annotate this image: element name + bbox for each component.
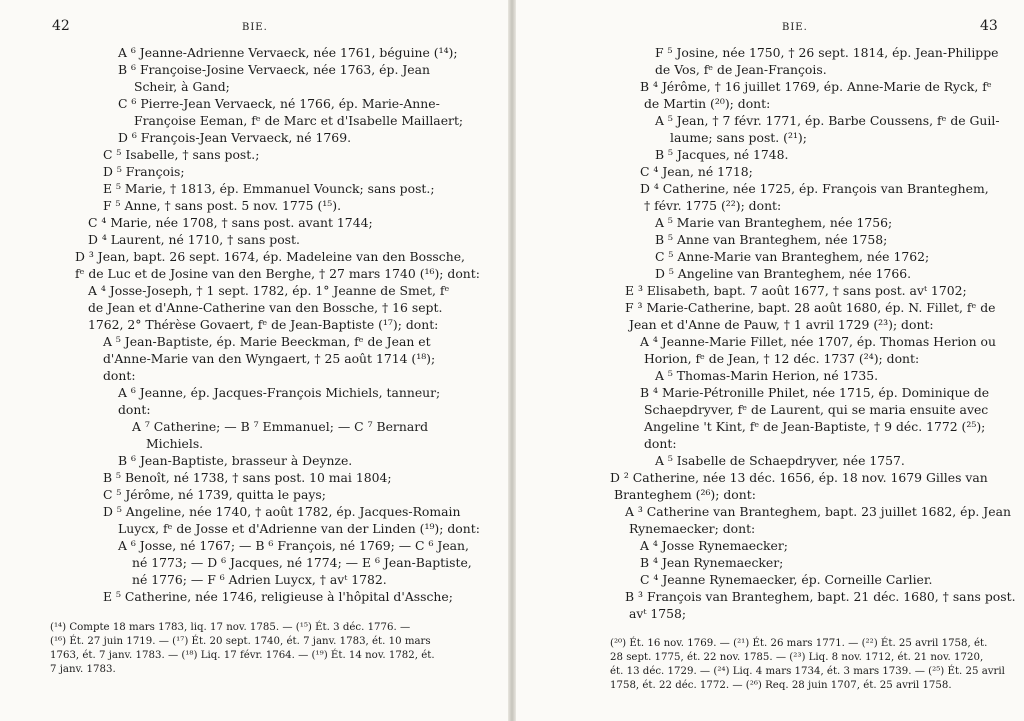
footnote: ét. 13 déc. 1729. — (²⁴) Liq. 4 mars 1734, ét. 3 mars 1739. — (²⁵) Ét. 25 avril [610, 666, 1005, 677]
text-line: dont: [644, 436, 677, 451]
footnote: (¹⁶) Ét. 27 juin 1719. — (¹⁷) Ét. 20 sept. 1740, ét. 7 janv. 1783, ét. 10 mars [50, 636, 431, 647]
text-line: C ⁵ Anne-Marie van Branteghem, née 1762; [655, 249, 930, 264]
text-line: D ⁵ Angeline, née 1740, † août 1782, ép. Jacques-Romain [103, 504, 461, 519]
footnote: (¹⁴) Compte 18 mars 1783, liq. 17 nov. 1785. — (¹⁵) Ét. 3 déc. 1776. — [50, 622, 411, 633]
text-line: Horion, fᵉ de Jean, † 12 déc. 1737 (²⁴); dont: [644, 351, 920, 366]
text-line: dont: [103, 368, 136, 383]
text-line: D ⁵ François; [103, 164, 185, 179]
text-line: A ⁶ Jeanne-Adrienne Vervaeck, née 1761, béguine (¹⁴); [118, 45, 458, 60]
text-line: D ⁶ François-Jean Vervaeck, né 1769. [118, 130, 352, 145]
text-line: E ⁵ Catherine, née 1746, religieuse à l'hôpital d'Assche; [103, 589, 453, 604]
text-line: A ⁶ Jeanne, ép. Jacques-François Michiels, tanneur; [118, 385, 441, 400]
text-line: D ⁴ Catherine, née 1725, ép. François van Branteghem, [640, 181, 989, 196]
text-line: A ³ Catherine van Branteghem, bapt. 23 juillet 1682, ép. Jean [625, 504, 1011, 519]
text-line: B ⁶ Françoise-Josine Vervaeck, née 1763, ép. Jean [118, 62, 430, 77]
text-line: B ⁴ Jérôme, † 16 juillet 1769, ép. Anne-Marie de Ryck, fᵉ [640, 79, 992, 94]
text-line: laume; sans post. (²¹); [670, 130, 807, 145]
text-line: Branteghem (²⁶); dont: [614, 487, 756, 502]
running-header: BIE. [782, 22, 808, 33]
text-line: A ⁵ Jean, † 7 févr. 1771, ép. Barbe Coussens, fᵉ de Guil- [655, 113, 1000, 128]
text-line: A ⁴ Jeanne-Marie Fillet, née 1707, ép. Thomas Herion ou [640, 334, 996, 349]
text-line: B ⁵ Benoît, né 1738, † sans post. 10 mai 1804; [103, 470, 392, 485]
text-line: † févr. 1775 (²²); dont: [644, 198, 782, 213]
text-line: A ⁷ Catherine; — B ⁷ Emmanuel; — C ⁷ Bernard [132, 419, 429, 434]
text-line: 1762, 2° Thérèse Govaert, fᵉ de Jean-Baptiste (¹⁷); dont: [88, 317, 439, 332]
text-line: F ⁵ Josine, née 1750, † 26 sept. 1814, ép. Jean-Philippe [655, 45, 999, 60]
text-line: D ³ Jean, bapt. 26 sept. 1674, ép. Madeleine van den Bossche, [75, 249, 465, 264]
text-line: E ⁵ Marie, † 1813, ép. Emmanuel Vounck; sans post.; [103, 181, 435, 196]
footnote: 1763, ét. 7 janv. 1783. — (¹⁸) Liq. 17 févr. 1764. — (¹⁹) Ét. 14 nov. 1782, ét. [50, 650, 435, 661]
text-line: A ⁴ Josse Rynemaecker; [640, 538, 788, 553]
text-line: d'Anne-Marie van den Wyngaert, † 25 août 1714 (¹⁸); [103, 351, 436, 366]
footnote: (²⁰) Ét. 16 nov. 1769. — (²¹) Ét. 26 mars 1771. — (²²) Ét. 25 avril 1758, ét. [610, 638, 988, 649]
text-line: A ⁵ Thomas-Marin Herion, né 1735. [655, 368, 879, 383]
text-line: E ³ Elisabeth, bapt. 7 août 1677, † sans post. avᵗ 1702; [625, 283, 967, 298]
text-line: Luycx, fᵉ de Josse et d'Adrienne van der Linden (¹⁹); dont: [118, 521, 480, 536]
text-line: C ⁴ Jean, né 1718; [640, 164, 753, 179]
right-page [512, 0, 1024, 721]
text-line: B ³ François van Branteghem, bapt. 21 déc. 1680, † sans post. [625, 589, 1016, 604]
text-line: de Jean et d'Anne-Catherine van den Bossche, † 16 sept. [88, 300, 443, 315]
text-line: D ² Catherine, née 13 déc. 1656, ép. 18 nov. 1679 Gilles van [610, 470, 988, 485]
text-line: C ⁵ Jérôme, né 1739, quitta le pays; [103, 487, 326, 502]
text-line: Françoise Eeman, fᵉ de Marc et d'Isabelle Maillaert; [134, 113, 464, 128]
text-line: A ⁵ Isabelle de Schaepdryver, née 1757. [655, 453, 905, 468]
text-line: Jean et d'Anne de Pauw, † 1 avril 1729 (²³); dont: [629, 317, 934, 332]
text-line: D ⁴ Laurent, né 1710, † sans post. [88, 232, 300, 247]
footnote: 7 janv. 1783. [50, 664, 116, 675]
text-line: C ⁴ Jeanne Rynemaecker, ép. Corneille Carlier. [640, 572, 933, 587]
text-line: C ⁵ Isabelle, † sans post.; [103, 147, 260, 162]
text-line: Angeline 't Kint, fᵉ de Jean-Baptiste, † 9 déc. 1772 (²⁵); [644, 419, 986, 434]
text-line: B ⁵ Jacques, né 1748. [655, 147, 789, 162]
text-line: B ⁶ Jean-Baptiste, brasseur à Deynze. [118, 453, 353, 468]
text-line: A ⁵ Jean-Baptiste, ép. Marie Beeckman, fᵉ de Jean et [103, 334, 431, 349]
text-line: D ⁵ Angeline van Branteghem, née 1766. [655, 266, 912, 281]
text-line: F ⁵ Anne, † sans post. 5 nov. 1775 (¹⁵). [103, 198, 342, 213]
book-gutter [508, 0, 516, 721]
text-line: A ⁵ Marie van Branteghem, née 1756; [655, 215, 893, 230]
text-line: avᵗ 1758; [629, 606, 687, 621]
text-line: C ⁴ Marie, née 1708, † sans post. avant 1744; [88, 215, 373, 230]
running-header: BIE. [242, 22, 268, 33]
text-line: F ³ Marie-Catherine, bapt. 28 août 1680, ép. N. Fillet, fᵉ de [625, 300, 996, 315]
text-line: B ⁴ Marie-Pétronille Philet, née 1715, ép. Dominique de [640, 385, 990, 400]
text-line: de Vos, fᵉ de Jean-François. [655, 62, 827, 77]
text-line: C ⁶ Pierre-Jean Vervaeck, né 1766, ép. Marie-Anne- [118, 96, 440, 111]
footnote: 28 sept. 1775, ét. 22 nov. 1785. — (²³) Liq. 8 nov. 1712, ét. 21 nov. 1720, [610, 652, 984, 663]
text-line: né 1773; — D ⁶ Jacques, né 1774; — E ⁶ Jean-Baptiste, [132, 555, 472, 570]
page-number: 43 [980, 18, 998, 34]
text-line: Scheir, à Gand; [134, 79, 230, 94]
text-line: Michiels. [146, 436, 204, 451]
page-number: 42 [52, 18, 70, 34]
text-line: fᵉ de Luc et de Josine van den Berghe, † 27 mars 1740 (¹⁶); dont: [75, 266, 480, 281]
text-line: Schaepdryver, fᵉ de Laurent, qui se maria ensuite avec [644, 402, 989, 417]
text-line: de Martin (²⁰); dont: [644, 96, 771, 111]
text-line: Rynemaecker; dont: [629, 521, 756, 536]
text-line: né 1776; — F ⁶ Adrien Luycx, † avᵗ 1782. [132, 572, 387, 587]
text-line: B ⁵ Anne van Branteghem, née 1758; [655, 232, 888, 247]
text-line: B ⁴ Jean Rynemaecker; [640, 555, 784, 570]
footnote: 1758, ét. 22 déc. 1772. — (²⁶) Req. 28 juin 1707, ét. 25 avril 1758. [610, 680, 952, 691]
text-line: A ⁶ Josse, né 1767; — B ⁶ François, né 1769; — C ⁶ Jean, [118, 538, 469, 553]
text-line: A ⁴ Josse-Joseph, † 1 sept. 1782, ép. 1° Jeanne de Smet, fᵉ [88, 283, 450, 298]
text-line: dont: [118, 402, 151, 417]
